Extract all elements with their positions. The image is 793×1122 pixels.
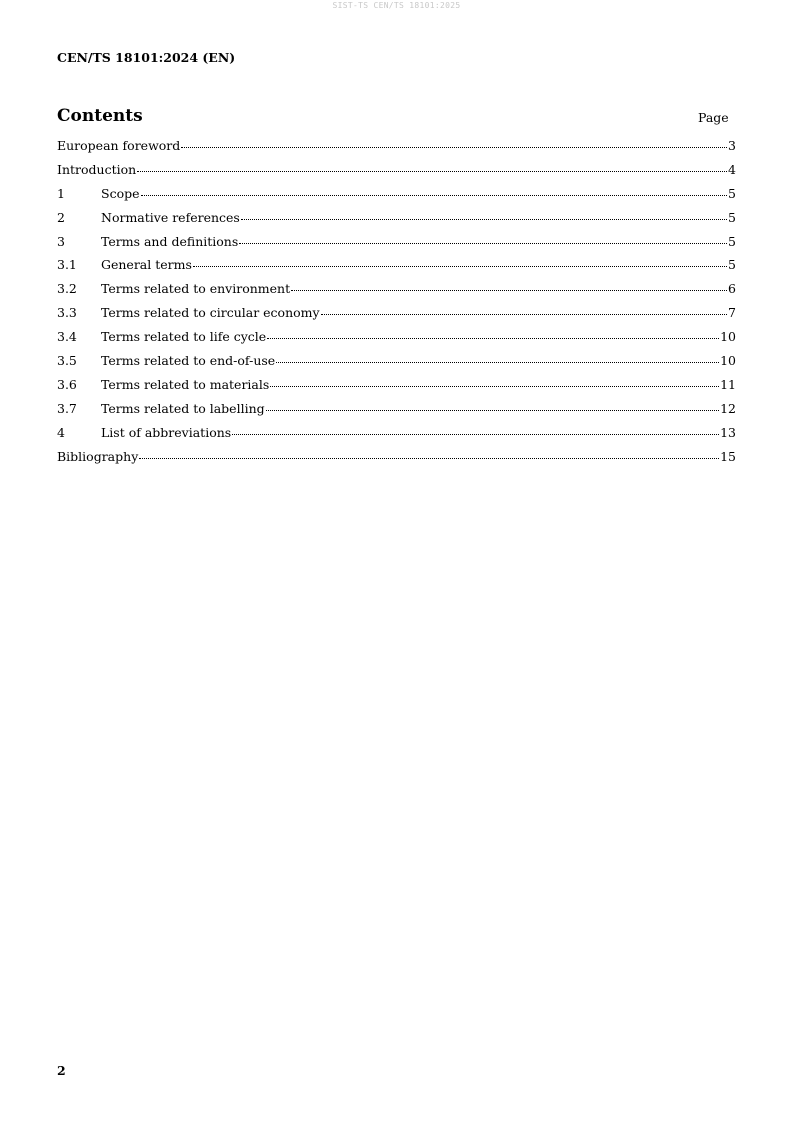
toc-entry-title: Terms related to environment	[101, 281, 291, 297]
table-of-contents	[57, 134, 736, 468]
toc-entry-title: List of abbreviations	[101, 424, 232, 440]
toc-entry-title: Introduction	[57, 161, 137, 177]
toc-leader	[141, 185, 728, 196]
toc-entry-page: 6	[728, 281, 736, 297]
toc-entry-page: 10	[720, 329, 736, 345]
toc-entry-title: Bibliography	[57, 448, 139, 464]
toc-leader	[137, 161, 727, 172]
toc-entry-title: Normative references	[101, 209, 240, 225]
page-number: 2	[57, 1063, 66, 1078]
toc-leader	[270, 376, 719, 387]
toc-entry-title: Terms related to materials	[101, 376, 270, 392]
toc-entry-introduction[interactable]	[57, 158, 736, 182]
toc-leader	[321, 304, 727, 315]
toc-leader	[266, 400, 719, 411]
toc-entry-number: 1	[57, 185, 65, 201]
toc-entry-page: 13	[720, 424, 736, 440]
toc-entry-scope[interactable]	[57, 182, 736, 206]
toc-entry-title: General terms	[101, 257, 192, 273]
toc-entry-terms-environment[interactable]	[57, 277, 736, 301]
toc-entry-number: 3.3	[57, 305, 77, 321]
toc-entry-list-of-abbreviations[interactable]	[57, 421, 736, 445]
toc-entry-page: 12	[720, 400, 736, 416]
toc-entry-title: European foreword	[57, 138, 181, 153]
toc-entry-number: 3.4	[57, 329, 77, 345]
toc-entry-general-terms[interactable]	[57, 253, 736, 277]
toc-entry-number: 3.5	[57, 353, 77, 369]
toc-entry-page: 11	[720, 376, 736, 392]
toc-entry-page: 10	[720, 353, 736, 369]
toc-leader	[239, 233, 727, 244]
toc-entry-terms-circular-economy[interactable]	[57, 301, 736, 325]
toc-leader	[276, 352, 719, 363]
document-id: CEN/TS 18101:2024 (EN)	[57, 50, 236, 65]
toc-leader	[291, 280, 727, 291]
toc-entry-title: Terms related to labelling	[101, 400, 265, 416]
toc-entry-title: Terms related to end-of-use	[101, 353, 276, 369]
toc-entry-number: 4	[57, 424, 65, 440]
toc-entry-title: Scope	[101, 185, 140, 201]
toc-entry-number: 3.6	[57, 376, 77, 392]
toc-entry-page: 5	[728, 233, 736, 249]
toc-entry-page: 15	[720, 448, 736, 464]
toc-leader	[241, 209, 727, 220]
toc-entry-terms-materials[interactable]	[57, 373, 736, 397]
toc-entry-page: 7	[728, 305, 736, 321]
contents-title: Contents	[57, 106, 143, 126]
toc-entry-terms-labelling[interactable]	[57, 397, 736, 421]
toc-leader	[232, 424, 719, 435]
toc-entry-title: Terms and definitions	[101, 233, 239, 249]
toc-entry-page: 5	[728, 209, 736, 225]
page-column-label: Page	[698, 110, 729, 125]
toc-entry-page: 5	[728, 185, 736, 201]
toc-entry-terms-end-of-use[interactable]	[57, 349, 736, 373]
toc-leader	[181, 137, 727, 148]
toc-entry-bibliography[interactable]	[57, 445, 736, 469]
toc-entry-title: Terms related to life cycle	[101, 329, 267, 345]
toc-entry-number: 3.1	[57, 257, 77, 273]
toc-entry-number: 2	[57, 209, 65, 225]
toc-leader	[193, 256, 727, 267]
toc-entry-page: 3	[728, 138, 736, 153]
toc-entry-european-foreword[interactable]	[57, 134, 736, 158]
toc-entry-page: 4	[728, 161, 736, 177]
toc-entry-number: 3	[57, 233, 65, 249]
toc-entry-number: 3.7	[57, 400, 77, 416]
toc-entry-page: 5	[728, 257, 736, 273]
toc-entry-terms-and-definitions[interactable]	[57, 230, 736, 254]
toc-entry-normative-references[interactable]	[57, 206, 736, 230]
toc-entry-terms-life-cycle[interactable]	[57, 325, 736, 349]
toc-leader	[139, 448, 719, 459]
watermark: SIST-TS CEN/TS 18101:2025	[332, 1, 461, 10]
toc-entry-title: Terms related to circular economy	[101, 305, 320, 321]
toc-entry-number: 3.2	[57, 281, 77, 297]
toc-leader	[267, 328, 719, 339]
